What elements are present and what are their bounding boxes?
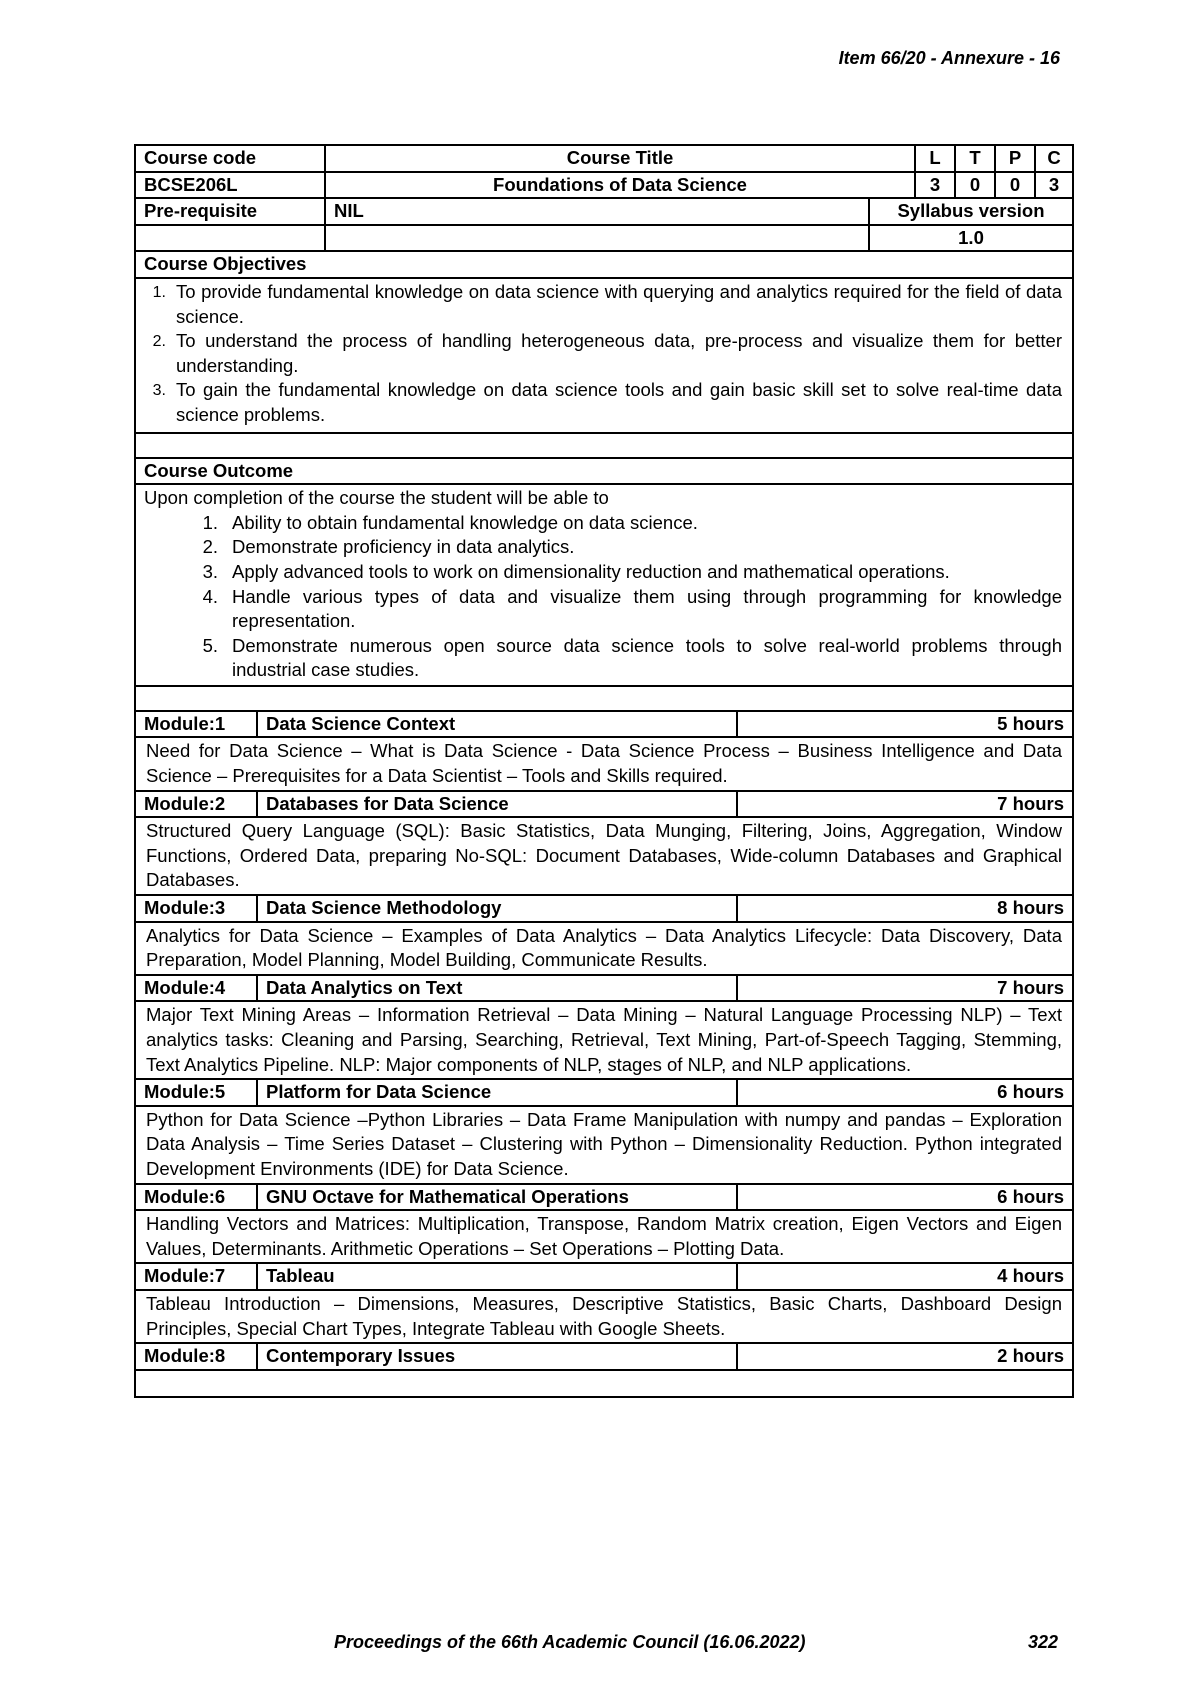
module-content: Need for Data Science – What is Data Science - Data Science Process – Business Intelligence and Data Science – Prerequisites for a Data Scientist – Tools and Skills required.	[146, 740, 1062, 787]
version-empty-2	[326, 226, 870, 251]
module-3-header	[136, 896, 1072, 923]
outcomes-cell	[136, 485, 1072, 685]
module-content: Structured Query Language (SQL): Basic Statistics, Data Munging, Filtering, Joins, Aggregation, Window Functions, Ordered Data, preparing No-SQL: Document Databases, Wide-column Databases and Graphical Databases.	[146, 820, 1062, 891]
objective-text: To understand the process of handling heterogeneous data, pre-process and visualize them for better understanding.	[176, 330, 1062, 376]
page-number: 322	[1028, 1632, 1059, 1652]
ltpc-label-c: C	[1047, 147, 1061, 168]
outcome-item	[144, 634, 1062, 683]
module-7-header	[136, 1264, 1072, 1291]
module-hours: 7 hours	[997, 792, 1064, 814]
outcomes-heading: Course Outcome	[144, 459, 294, 481]
module-hours: 8 hours	[997, 897, 1064, 919]
outcome-item	[144, 560, 1062, 585]
outcome-number: 4.	[202, 585, 218, 607]
module-title: Contemporary Issues	[258, 1344, 738, 1369]
module-title: Data Analytics on Text	[258, 976, 738, 1001]
module-1-content-row	[136, 738, 1072, 791]
outcome-number: 3.	[202, 560, 218, 582]
module-title: Data Science Methodology	[258, 896, 738, 921]
module-8-content-row	[136, 1371, 1072, 1396]
outcome-text: Ability to obtain fundamental knowledge on data science.	[232, 511, 698, 533]
outcomes-intro: Upon completion of the course the student will be able to	[144, 487, 609, 509]
module-hours: 2 hours	[997, 1345, 1064, 1367]
objectives-cell	[136, 279, 1072, 432]
spacer-row	[136, 434, 1072, 459]
module-4-content-row	[136, 1002, 1072, 1080]
syllabus-version: 1.0	[958, 226, 984, 248]
prerequisite-row	[136, 199, 1072, 226]
module-label: Module:5	[136, 1080, 258, 1105]
outcome-item	[144, 585, 1062, 634]
outcomes-heading-row	[136, 459, 1072, 486]
module-hours: 4 hours	[997, 1265, 1064, 1287]
module-label: Module:2	[136, 792, 258, 817]
syllabus-table	[134, 144, 1074, 1398]
module-title: Platform for Data Science	[258, 1080, 738, 1105]
module-content: Python for Data Science –Python Libraries – Data Frame Manipulation with numpy and pandas – Exploration Data Analysis – Time Series Dataset – Clustering with Python – Dimensionality Reduction. Python integrated Development Environments (IDE) for Data Science.	[146, 1108, 1062, 1179]
module-hours: 7 hours	[997, 976, 1064, 998]
course-header-row	[136, 146, 1072, 173]
objective-item	[136, 378, 1062, 427]
module-content: Handling Vectors and Matrices: Multiplication, Transpose, Random Matrix creation, Eigen Vectors and Eigen Values, Determinants. Arithmetic Operations – Set Operations – Plotting Data.	[146, 1213, 1062, 1259]
course-title-label: Course Title	[326, 146, 916, 171]
module-title: Tableau	[258, 1264, 738, 1289]
module-4-header	[136, 976, 1072, 1003]
module-content: Tableau Introduction – Dimensions, Measures, Descriptive Statistics, Basic Charts, Dashboard Design Principles, Special Chart Types, Integrate Tableau with Google Sheets.	[146, 1292, 1062, 1339]
outcomes-row	[136, 485, 1072, 687]
objectives-heading-row	[136, 252, 1072, 279]
ltpc-value-t: 0	[956, 173, 996, 198]
proceedings-footer: Proceedings of the 66th Academic Council (16.06.2022)	[334, 1632, 806, 1652]
module-content: Major Text Mining Areas – Information Retrieval – Data Mining – Natural Language Processing NLP) – Text analytics tasks: Cleaning and Parsing, Searching, Retrieval, Text Mining, Part-of-Speech Tagging, Stemming, Text Analytics Pipeline. NLP: Major components of NLP, stages of NLP, and NLP applications.	[146, 1004, 1062, 1075]
module-hours: 6 hours	[997, 1081, 1064, 1103]
module-label: Module:6	[136, 1185, 258, 1210]
module-label: Module:8	[136, 1344, 258, 1369]
module-3-content-row	[136, 923, 1072, 976]
module-title: Databases for Data Science	[258, 792, 738, 817]
objectives-row	[136, 279, 1072, 434]
version-row	[136, 226, 1072, 253]
objective-number: 1.	[152, 283, 166, 301]
module-label: Module:1	[136, 712, 258, 737]
objective-text: To provide fundamental knowledge on data science with querying and analytics required for the field of data science.	[176, 280, 1062, 327]
outcome-text: Demonstrate numerous open source data science tools to solve real-world problems through industrial case studies.	[232, 634, 1062, 681]
objective-text: To gain the fundamental knowledge on data science tools and gain basic skill set to solve real-time data science problems.	[176, 379, 1062, 425]
ltpc-value-p: 0	[996, 173, 1036, 198]
ltpc-label-p: P	[996, 146, 1036, 171]
module-5-header	[136, 1080, 1072, 1107]
outcome-item	[144, 511, 1062, 536]
module-title: GNU Octave for Mathematical Operations	[258, 1185, 738, 1210]
objective-item	[136, 329, 1062, 378]
course-code-label: Course code	[136, 146, 326, 171]
ltpc-value-l: 3	[916, 173, 956, 198]
module-label: Module:4	[136, 976, 258, 1001]
module-hours: 6 hours	[997, 1185, 1064, 1207]
module-content: Analytics for Data Science – Examples of Data Analytics – Data Analytics Lifecycle: Data Discovery, Data Preparation, Model Planning, Model Building, Communicate Results.	[146, 924, 1062, 971]
module-label: Module:7	[136, 1264, 258, 1289]
ltpc-label-l: L	[916, 146, 956, 171]
module-6-header	[136, 1185, 1072, 1212]
module-hours: 5 hours	[997, 712, 1064, 734]
module-content	[136, 1371, 1072, 1396]
course-code: BCSE206L	[136, 173, 326, 198]
outcome-number: 2.	[202, 536, 218, 558]
ltpc-value-c: 3	[1048, 173, 1060, 195]
outcome-number: 1.	[202, 511, 218, 533]
module-2-content-row	[136, 818, 1072, 896]
module-1-header	[136, 712, 1072, 739]
prerequisite-value: NIL	[326, 199, 870, 224]
module-7-content-row	[136, 1291, 1072, 1344]
objective-item	[136, 280, 1062, 329]
annexure-note: Item 66/20 - Annexure - 16	[838, 48, 1060, 68]
module-5-content-row	[136, 1107, 1072, 1185]
outcome-number: 5.	[202, 634, 218, 656]
syllabus-version-label: Syllabus version	[897, 200, 1045, 222]
course-values-row	[136, 173, 1072, 200]
objective-number: 2.	[152, 333, 166, 351]
outcome-text: Apply advanced tools to work on dimensionality reduction and mathematical operations.	[232, 560, 950, 582]
module-6-content-row	[136, 1211, 1072, 1264]
outcome-text: Handle various types of data and visualize them using through programming for knowledge representation.	[232, 585, 1062, 632]
prerequisite-label: Pre-requisite	[136, 199, 326, 224]
objective-number: 3.	[152, 382, 166, 400]
module-8-header	[136, 1344, 1072, 1371]
outcome-text: Demonstrate proficiency in data analytics.	[232, 536, 575, 558]
objectives-heading: Course Objectives	[144, 253, 307, 275]
outcome-item	[144, 535, 1062, 560]
version-empty-1	[136, 226, 326, 251]
module-title: Data Science Context	[258, 712, 738, 737]
course-title: Foundations of Data Science	[326, 173, 916, 198]
outcomes-list	[144, 511, 1062, 683]
ltpc-label-t: T	[956, 146, 996, 171]
module-label: Module:3	[136, 896, 258, 921]
module-2-header	[136, 792, 1072, 819]
spacer-row	[136, 687, 1072, 712]
objectives-list	[136, 280, 1062, 428]
